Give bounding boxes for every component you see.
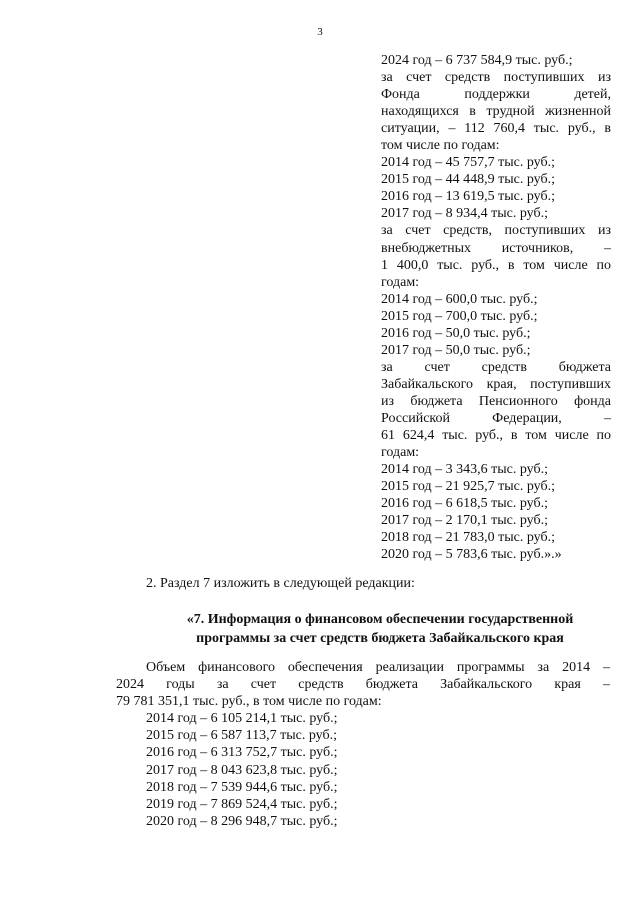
text-line: за счет средств поступивших из	[381, 70, 611, 86]
text-line: 2016 год – 13 619,5 тыс. руб.;	[381, 189, 555, 205]
text-line: Объем финансового обеспечения реализации программы за 2014 –	[146, 660, 610, 675]
text-line: 2024 год – 6 737 584,9 тыс. руб.;	[381, 53, 573, 68]
heading-line: «7. Информация о финансовом обеспечении государственной	[186, 612, 574, 627]
text-line: 2024 годы за счет средств бюджета Забайкальского края –	[116, 677, 610, 693]
text-line: 2014 год – 45 757,7 тыс. руб.;	[381, 155, 555, 171]
text-line: 79 781 351,1 тыс. руб., в том числе по годам:	[116, 694, 382, 710]
text-line: 2016 год – 6 618,5 тыс. руб.;	[381, 496, 548, 512]
year-line: 2015 год – 6 587 113,7 тыс. руб.;	[146, 728, 337, 744]
year-line: 2016 год – 6 313 752,7 тыс. руб.;	[146, 745, 338, 761]
text-line: 61 624,4 тыс. руб., в том числе по	[381, 428, 611, 444]
text-line: 2018 год – 21 783,0 тыс. руб.;	[381, 530, 555, 546]
heading-line: программы за счет средств бюджета Забайкальского края	[196, 631, 564, 646]
text-line: за счет средств бюджета	[381, 359, 611, 375]
text-line: 2016 год – 50,0 тыс. руб.;	[381, 325, 531, 341]
text-line: находящихся в трудной жизненной	[381, 104, 611, 120]
text-line: за счет средств, поступивших из	[381, 223, 611, 239]
text-line: Российской Федерации, –	[381, 410, 611, 426]
page-number: 3	[317, 26, 323, 38]
year-line: 2017 год – 8 043 623,8 тыс. руб.;	[146, 762, 338, 778]
text-line: 2014 год – 600,0 тыс. руб.;	[381, 291, 538, 307]
text-line: том числе по годам:	[381, 138, 500, 154]
text-line: 2014 год – 3 343,6 тыс. руб.;	[381, 462, 548, 478]
text-line: 2015 год – 700,0 тыс. руб.;	[381, 308, 538, 324]
text-line: внебюджетных источников, –	[381, 240, 611, 256]
text-line: годам:	[381, 445, 420, 461]
section-heading	[150, 610, 610, 648]
body-paragraph	[116, 659, 610, 830]
text-line: 2015 год – 21 925,7 тыс. руб.;	[381, 479, 555, 495]
text-line: Забайкальского края, поступивших	[381, 376, 611, 392]
text-line: 2017 год – 2 170,1 тыс. руб.;	[381, 513, 548, 529]
year-line: 2018 год – 7 539 944,6 тыс. руб.;	[146, 779, 338, 795]
text-line: 2017 год – 8 934,4 тыс. руб.;	[381, 206, 548, 222]
text-line: 1 400,0 тыс. руб., в том числе по	[381, 257, 611, 273]
text-line: 2015 год – 44 448,9 тыс. руб.;	[381, 172, 555, 188]
year-line: 2014 год – 6 105 214,1 тыс. руб.;	[146, 711, 338, 727]
text-line: из бюджета Пенсионного фонда	[381, 393, 611, 409]
year-line: 2020 год – 8 296 948,7 тыс. руб.;	[146, 813, 338, 829]
text-line: ситуации, – 112 760,4 тыс. руб., в	[381, 121, 611, 137]
text-line: Фонда поддержки детей,	[381, 87, 611, 103]
item-2-text: 2. Раздел 7 изложить в следующей редакции:	[146, 576, 415, 591]
text-line: 2020 год – 5 783,6 тыс. руб.».»	[381, 547, 562, 563]
year-line: 2019 год – 7 869 524,4 тыс. руб.;	[146, 796, 338, 812]
right-column-text	[381, 52, 611, 563]
text-line: 2017 год – 50,0 тыс. руб.;	[381, 342, 531, 358]
text-line: годам:	[381, 274, 420, 290]
